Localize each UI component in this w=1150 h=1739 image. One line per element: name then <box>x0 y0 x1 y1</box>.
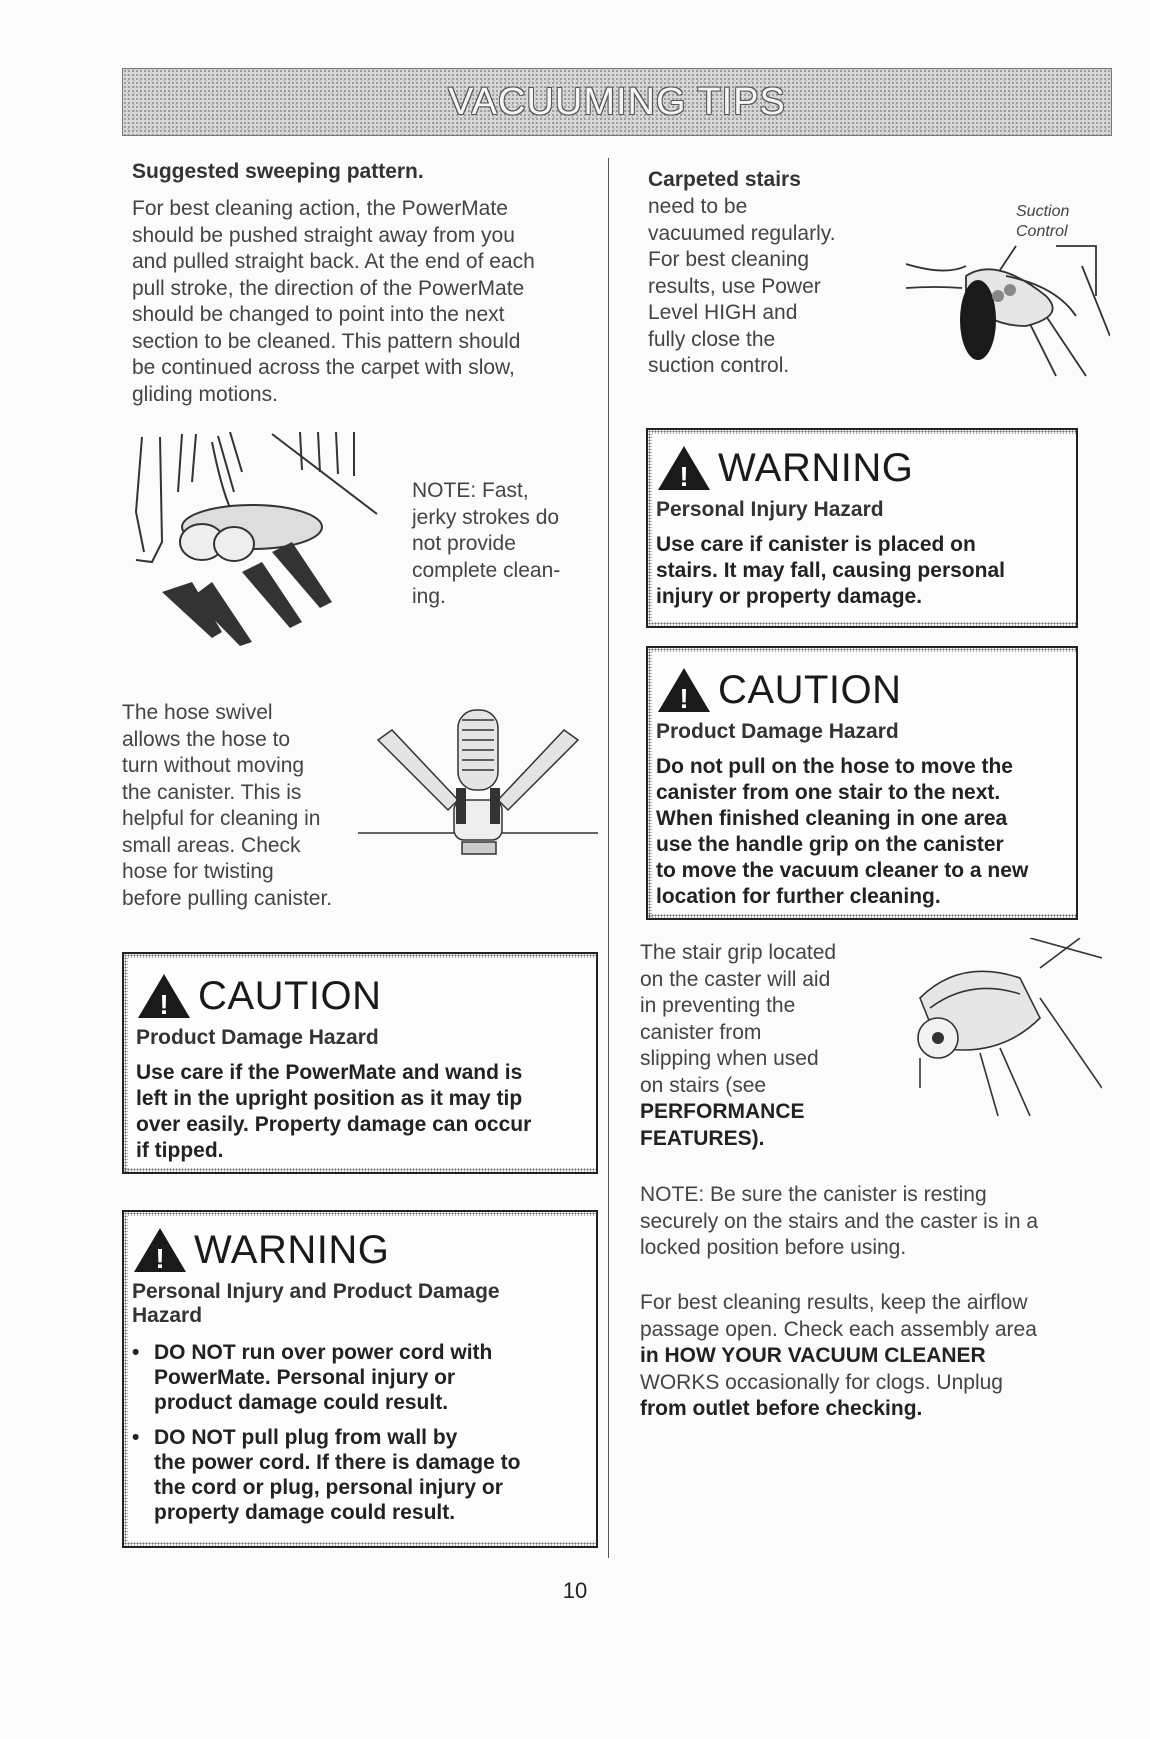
safety-alert-icon <box>136 972 192 1020</box>
section-banner <box>122 68 1112 136</box>
box-border-pattern <box>124 1212 128 1546</box>
caution-box-powermate <box>122 952 598 1174</box>
svg-text:!: ! <box>155 1243 165 1274</box>
figure-label: Control <box>1016 223 1068 240</box>
suction-control-illustration <box>906 236 1110 386</box>
stair-grip-paragraph <box>640 940 880 1152</box>
svg-text:!: ! <box>679 683 689 714</box>
hazard-title <box>132 1280 588 1328</box>
text-line: need to be <box>648 195 748 218</box>
text-line: on the caster will aid <box>640 967 831 991</box>
text-line: property damage could result. <box>154 1501 456 1524</box>
text-line: in preventing the <box>640 994 796 1017</box>
text-line: DO NOT pull plug from wall by <box>154 1426 458 1449</box>
text-line: to move the vacuum cleaner to a new <box>656 859 1029 882</box>
stairs-paragraph <box>648 194 898 380</box>
box-border-pattern <box>648 648 1076 652</box>
box-border-pattern <box>124 954 596 958</box>
text-line: locked position before using. <box>640 1236 907 1259</box>
bullet-icon: • <box>132 1426 140 1449</box>
text-line: Do not pull on the hose to move the <box>656 755 1013 778</box>
text-line: For best cleaning action, the PowerMate <box>132 197 508 220</box>
signal-header <box>656 666 1070 714</box>
box-border-pattern <box>124 1212 596 1216</box>
text-line: Use care if canister is placed on <box>656 533 976 556</box>
text-line: complete clean- <box>412 558 561 582</box>
hazard-bullets <box>132 1340 588 1525</box>
text-line: The stair grip located <box>640 941 837 964</box>
signal-word: CAUTION <box>718 667 902 712</box>
signal-header <box>136 972 586 1020</box>
svg-text:!: ! <box>159 989 169 1020</box>
text-line: location for further cleaning. <box>656 885 941 908</box>
page-number: 10 <box>562 1578 588 1603</box>
box-border-pattern <box>124 954 128 1172</box>
sweep-heading: Suggested sweeping pattern. <box>132 160 424 183</box>
sweep-paragraph <box>132 196 602 408</box>
text-line: For best cleaning <box>648 248 810 271</box>
text-line: For best cleaning results, keep the airflow <box>640 1291 1028 1314</box>
cross-reference: PERFORMANCE <box>640 1100 805 1123</box>
text-line: the power cord. If there is damage to <box>154 1451 521 1474</box>
hazard-title: Product Damage Hazard <box>136 1026 379 1049</box>
text-line: The hose swivel <box>122 701 273 724</box>
text-line: if tipped. <box>136 1139 224 1162</box>
safety-alert-icon <box>656 666 712 714</box>
figure-label: Suction <box>1016 203 1070 220</box>
text-line: stairs. It may fall, causing personal <box>656 559 1005 582</box>
text-line: WORKS occasionally for clogs. Unplug <box>640 1370 1003 1394</box>
warning-box-power-cord <box>122 1210 598 1548</box>
hose-swivel-illustration <box>358 700 598 870</box>
hazard-message <box>656 754 1070 910</box>
text-line: turn without moving <box>122 754 305 777</box>
text-line: over easily. Property damage can occur <box>136 1113 532 1136</box>
text-line: left in the upright position as it may tip <box>136 1087 523 1110</box>
text-line: should be changed to point into the next <box>132 303 505 326</box>
signal-header <box>132 1226 588 1274</box>
text-line: Hazard <box>132 1304 203 1327</box>
text-line: be continued across the carpet with slow, <box>132 356 515 379</box>
text-line: Use care if the PowerMate and wand is <box>136 1061 523 1084</box>
text-line: canister from one stair to the next. <box>656 781 1001 804</box>
box-border-pattern <box>648 914 1076 918</box>
svg-text:!: ! <box>679 461 689 492</box>
text-line: gliding motions. <box>132 382 278 406</box>
text-line: section to be cleaned. This pattern should <box>132 329 521 353</box>
text-line: slipping when used <box>640 1047 819 1070</box>
text-line: helpful for cleaning in <box>122 807 321 830</box>
text-line: should be pushed straight away from you <box>132 223 515 247</box>
hazard-message <box>656 532 1070 610</box>
warning-box-stairs <box>646 428 1078 628</box>
text-line: canister from <box>640 1020 762 1044</box>
text-line: small areas. Check <box>122 833 301 857</box>
page-title: VACUUMING TIPS <box>448 80 786 123</box>
text-line: DO NOT run over power cord with <box>154 1341 493 1364</box>
caution-box-stairs <box>646 646 1078 920</box>
box-border-pattern <box>648 430 652 626</box>
text-line: vacuumed regularly. <box>648 221 836 245</box>
box-border-pattern <box>648 648 652 918</box>
text-line: passage open. Check each assembly area <box>640 1317 1037 1341</box>
box-border-pattern <box>124 1168 596 1172</box>
text-line: not provide <box>412 532 516 555</box>
text-line: the canister. This is <box>122 780 302 804</box>
text-line: product damage could result. <box>154 1391 449 1414</box>
text-line: NOTE: Be sure the canister is resting <box>640 1183 987 1206</box>
text-line: before pulling canister. <box>122 886 333 910</box>
hazard-title: Personal Injury Hazard <box>656 498 884 521</box>
airflow-tip-paragraph <box>640 1290 1100 1423</box>
list-item <box>132 1340 588 1415</box>
signal-header <box>656 444 1070 492</box>
hazard-message <box>136 1060 586 1164</box>
text-line: and pulled straight back. At the end of each <box>132 250 535 273</box>
text-line: ing. <box>412 585 446 608</box>
stairs-heading: Carpeted stairs <box>648 168 801 191</box>
text-line: results, use Power <box>648 274 821 298</box>
text-line: on stairs (see <box>640 1073 767 1097</box>
cross-reference: FEATURES). <box>640 1126 765 1150</box>
list-item <box>132 1425 588 1525</box>
text-line: pull stroke, the direction of the PowerMate <box>132 276 525 300</box>
text-line: fully close the <box>648 327 776 351</box>
text-line: Level HIGH and <box>648 301 798 324</box>
text-line: in HOW YOUR VACUUM CLEANER <box>640 1344 986 1367</box>
text-line: When finished cleaning in one area <box>656 807 1008 830</box>
signal-word: CAUTION <box>198 973 382 1018</box>
signal-word: WARNING <box>194 1227 390 1272</box>
text-line: Personal Injury and Product Damage <box>132 1280 500 1303</box>
text-line: securely on the stairs and the caster is in a <box>640 1209 1039 1233</box>
text-line: injury or property damage. <box>656 585 923 608</box>
note-fast-strokes <box>412 478 602 611</box>
text-line: PowerMate. Personal injury or <box>154 1366 456 1389</box>
text-line: allows the hose to <box>122 727 291 751</box>
text-line: jerky strokes do <box>412 505 560 529</box>
sweeping-illustration <box>122 432 402 664</box>
text-line: NOTE: Fast, <box>412 479 529 502</box>
box-border-pattern <box>124 1542 596 1546</box>
text-line: suction control. <box>648 354 790 377</box>
text-line: use the handle grip on the canister <box>656 833 1004 856</box>
text-line: from outlet before checking. <box>640 1397 923 1420</box>
text-line: hose for twisting <box>122 860 274 883</box>
text-line: the cord or plug, personal injury or <box>154 1476 503 1499</box>
note-caster-paragraph <box>640 1182 1100 1262</box>
safety-alert-icon <box>656 444 712 492</box>
box-border-pattern <box>648 430 1076 434</box>
hazard-title: Product Damage Hazard <box>656 720 899 743</box>
safety-alert-icon <box>132 1226 188 1274</box>
stair-grip-illustration <box>880 938 1102 1116</box>
column-divider <box>608 158 609 1558</box>
signal-word: WARNING <box>718 445 914 490</box>
box-border-pattern <box>648 622 1076 626</box>
bullet-icon: • <box>132 1341 140 1364</box>
